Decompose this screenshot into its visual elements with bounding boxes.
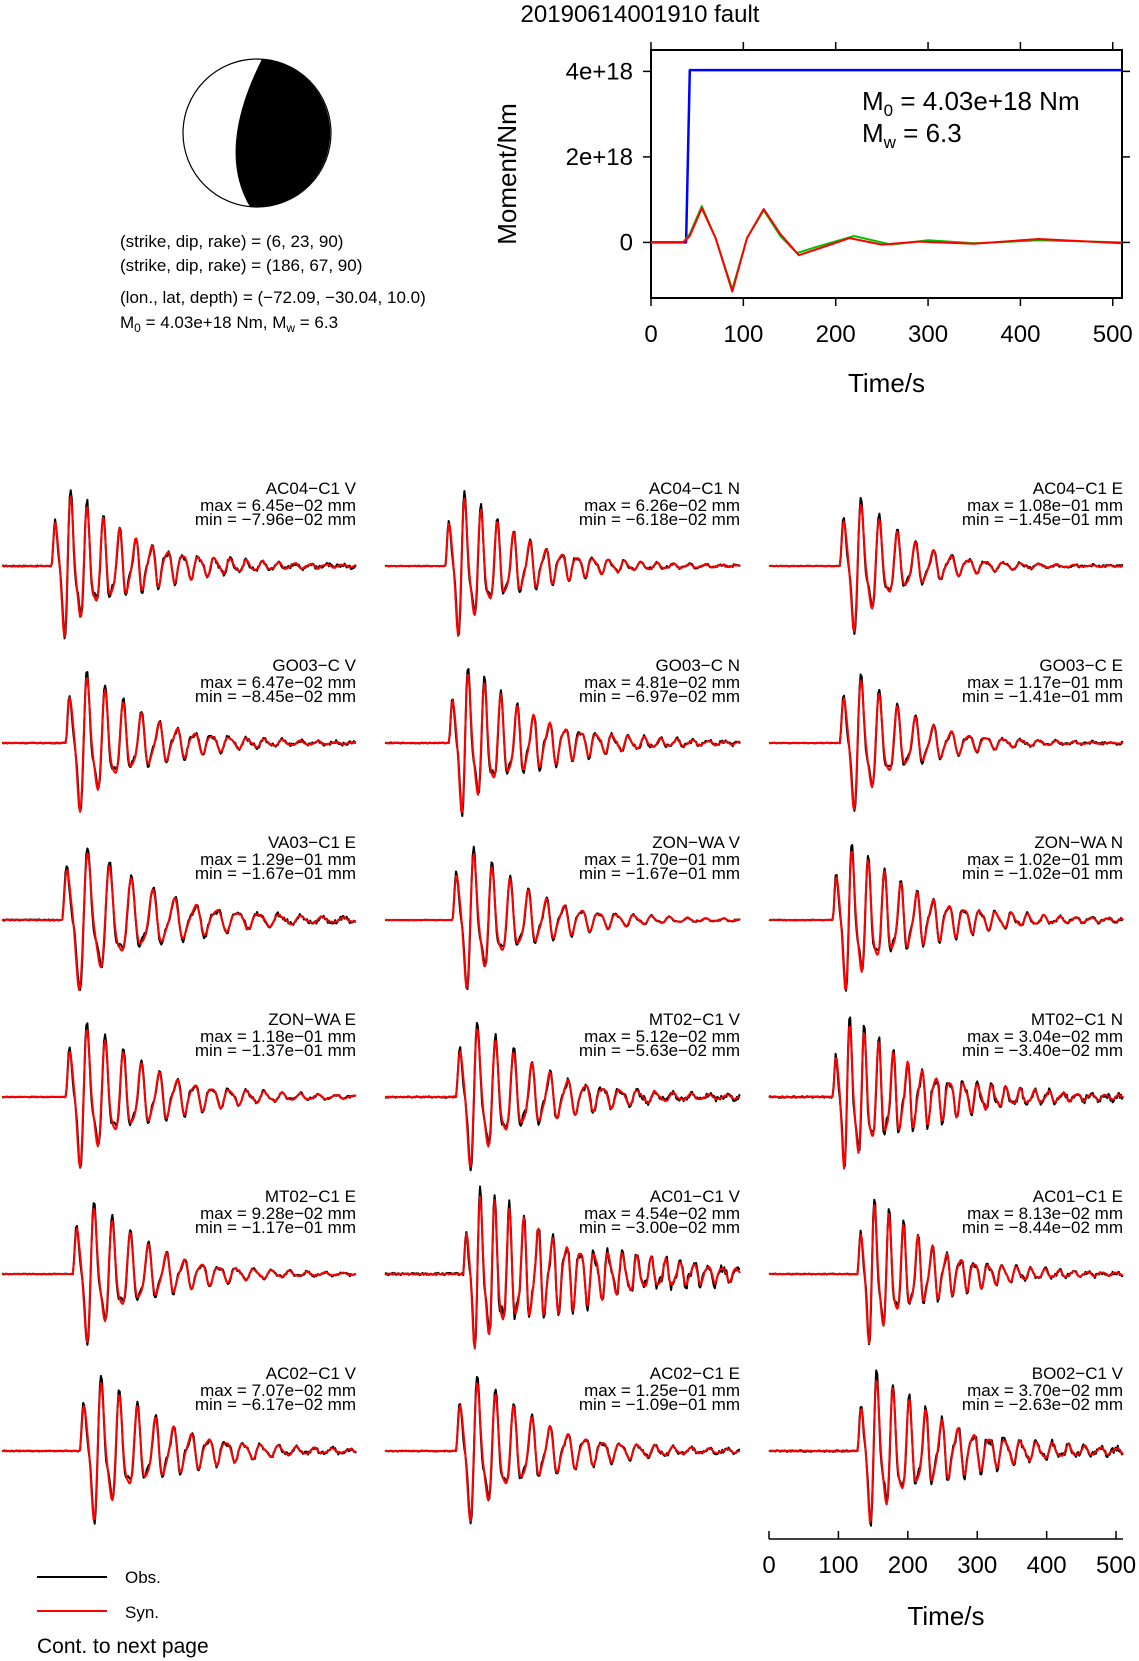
max-amplitude-label: max = 1.18e−01 mm — [200, 1027, 356, 1046]
waveform-panel — [385, 479, 740, 636]
mechanism-magnitude: $M_0 = 4.03e+18$ Nm, $M_w = 6.3$ — [120, 313, 339, 335]
time-axis-tick-label: 500 — [1096, 1552, 1137, 1579]
waveform-panel — [2, 1010, 356, 1168]
station-label: AC02−C1 V — [265, 1364, 356, 1383]
waveform-panel — [2, 1187, 356, 1345]
station-label: AC04−C1 E — [1032, 479, 1123, 498]
legend-obs-label: Obs. — [125, 1568, 161, 1587]
time-axis-label: Time/s — [907, 1601, 985, 1631]
station-label: MT02−C1 E — [264, 1187, 356, 1206]
waveform-panel — [385, 1187, 741, 1349]
min-amplitude-label: min = −1.02e−01 mm — [961, 864, 1123, 883]
mechanism-strike-dip-rake-1: (strike, dip, rake) = (6, 23, 90) — [120, 232, 344, 251]
stf-x-tick-label: 200 — [815, 321, 856, 348]
stf-y-tick-label: 4e+18 — [565, 58, 633, 86]
mechanism-location: (lon., lat, depth) = (−72.09, −30.04, 10.0) — [120, 288, 426, 307]
stf-x-tick-label: 0 — [644, 321, 658, 348]
stf-x-tick-label: 100 — [723, 321, 764, 348]
station-label: ZON−WA V — [652, 833, 740, 852]
station-label: BO02−C1 V — [1031, 1364, 1123, 1383]
max-amplitude-label: max = 3.04e−02 mm — [967, 1027, 1123, 1046]
mechanism-strike-dip-rake-2: (strike, dip, rake) = (186, 67, 90) — [120, 256, 363, 275]
station-label: GO03−C N — [655, 656, 740, 675]
station-label: AC04−C1 V — [265, 479, 356, 498]
stf-mw-annotation: $M_w = 6.3$ — [862, 118, 962, 152]
stf-x-tick-label: 300 — [908, 321, 949, 348]
stf-y-tick-label: 0 — [619, 229, 633, 257]
waveform-panel — [769, 833, 1123, 991]
min-amplitude-label: min = −1.45e−01 mm — [961, 510, 1123, 529]
time-axis-tick-label: 100 — [818, 1552, 859, 1579]
min-amplitude-label: min = −8.44e−02 mm — [961, 1218, 1123, 1237]
waveform-panel — [385, 656, 740, 816]
station-label: AC01−C1 V — [649, 1187, 740, 1206]
max-amplitude-label: max = 4.81e−02 mm — [584, 673, 740, 692]
max-amplitude-label: max = 6.47e−02 mm — [200, 673, 356, 692]
max-amplitude-label: max = 6.26e−02 mm — [584, 496, 740, 515]
station-label: MT02−C1 V — [648, 1010, 740, 1029]
time-axis-tick-label: 0 — [762, 1552, 776, 1579]
stf-x-axis-label: Time/s — [847, 368, 926, 398]
waveform-panel — [385, 1364, 740, 1523]
min-amplitude-label: min = −1.37e−01 mm — [194, 1041, 356, 1060]
stf-m0-annotation: $M_0 = 4.03e+18$ Nm — [862, 86, 1080, 120]
page-title: 20190614001910 fault — [520, 1, 760, 28]
min-amplitude-label: min = −8.45e−02 mm — [194, 687, 356, 706]
stf-series-line — [651, 208, 1122, 291]
min-amplitude-label: min = −1.17e−01 mm — [194, 1218, 356, 1237]
station-label: AC04−C1 N — [648, 479, 740, 498]
station-label: ZON−WA E — [268, 1010, 356, 1029]
max-amplitude-label: max = 3.70e−02 mm — [967, 1381, 1123, 1400]
stf-x-tick-label: 400 — [1000, 321, 1041, 348]
min-amplitude-label: min = −1.09e−01 mm — [578, 1395, 740, 1414]
max-amplitude-label: max = 6.45e−02 mm — [200, 496, 356, 515]
max-amplitude-label: max = 1.25e−01 mm — [584, 1381, 740, 1400]
min-amplitude-label: min = −7.96e−02 mm — [194, 510, 356, 529]
max-amplitude-label: max = 1.02e−01 mm — [967, 850, 1123, 869]
max-amplitude-label: max = 1.08e−01 mm — [967, 496, 1123, 515]
moment-rate-chart — [492, 42, 1133, 398]
waveform-panel — [769, 1010, 1123, 1169]
waveform-panel — [2, 656, 357, 812]
max-amplitude-label: max = 4.54e−02 mm — [584, 1204, 740, 1223]
min-amplitude-label: min = −1.67e−01 mm — [194, 864, 356, 883]
min-amplitude-label: min = −6.17e−02 mm — [194, 1395, 356, 1414]
legend-syn-label: Syn. — [125, 1603, 160, 1622]
waveform-time-axis — [762, 1531, 1136, 1631]
station-label: ZON−WA N — [1034, 833, 1123, 852]
footer-continuation: Cont. to next page — [37, 1635, 209, 1658]
waveform-panel — [2, 833, 356, 990]
min-amplitude-label: min = −3.00e−02 mm — [578, 1218, 740, 1237]
station-label: AC02−C1 E — [649, 1364, 740, 1383]
stf-x-tick-label: 500 — [1092, 321, 1133, 348]
min-amplitude-label: min = −5.63e−02 mm — [578, 1041, 740, 1060]
max-amplitude-label: max = 1.29e−01 mm — [200, 850, 356, 869]
stf-y-tick-label: 2e+18 — [565, 143, 633, 171]
legend — [37, 1568, 161, 1622]
min-amplitude-label: min = −2.63e−02 mm — [961, 1395, 1123, 1414]
max-amplitude-label: max = 8.13e−02 mm — [967, 1204, 1123, 1223]
min-amplitude-label: min = −3.40e−02 mm — [961, 1041, 1123, 1060]
max-amplitude-label: max = 1.70e−01 mm — [584, 850, 740, 869]
waveform-panel — [385, 1010, 741, 1170]
focal-mechanism-beachball — [183, 59, 331, 207]
waveform-panel — [2, 1364, 357, 1524]
station-label: GO03−C V — [272, 656, 356, 675]
max-amplitude-label: max = 5.12e−02 mm — [584, 1027, 740, 1046]
station-label: MT02−C1 N — [1030, 1010, 1123, 1029]
waveform-panel — [385, 833, 741, 989]
waveform-panel — [769, 479, 1123, 634]
station-label: AC01−C1 E — [1032, 1187, 1123, 1206]
waveform-panel — [769, 1187, 1123, 1344]
time-axis-tick-label: 400 — [1026, 1552, 1067, 1579]
waveform-panel — [2, 479, 357, 638]
stf-y-axis-label: Moment/Nm — [492, 103, 522, 245]
waveform-panel — [769, 1364, 1124, 1526]
max-amplitude-label: max = 1.17e−01 mm — [967, 673, 1123, 692]
max-amplitude-label: max = 9.28e−02 mm — [200, 1204, 356, 1223]
max-amplitude-label: max = 7.07e−02 mm — [200, 1381, 356, 1400]
time-axis-tick-label: 300 — [957, 1552, 998, 1579]
waveform-panel — [769, 656, 1123, 811]
min-amplitude-label: min = −6.18e−02 mm — [578, 510, 740, 529]
min-amplitude-label: min = −1.67e−01 mm — [578, 864, 740, 883]
station-label: VA03−C1 E — [267, 833, 356, 852]
station-label: GO03−C E — [1039, 656, 1123, 675]
waveform-grid — [2, 479, 1124, 1526]
min-amplitude-label: min = −6.97e−02 mm — [578, 687, 740, 706]
time-axis-tick-label: 200 — [887, 1552, 928, 1579]
min-amplitude-label: min = −1.41e−01 mm — [961, 687, 1123, 706]
stf-series-line — [651, 206, 1122, 289]
